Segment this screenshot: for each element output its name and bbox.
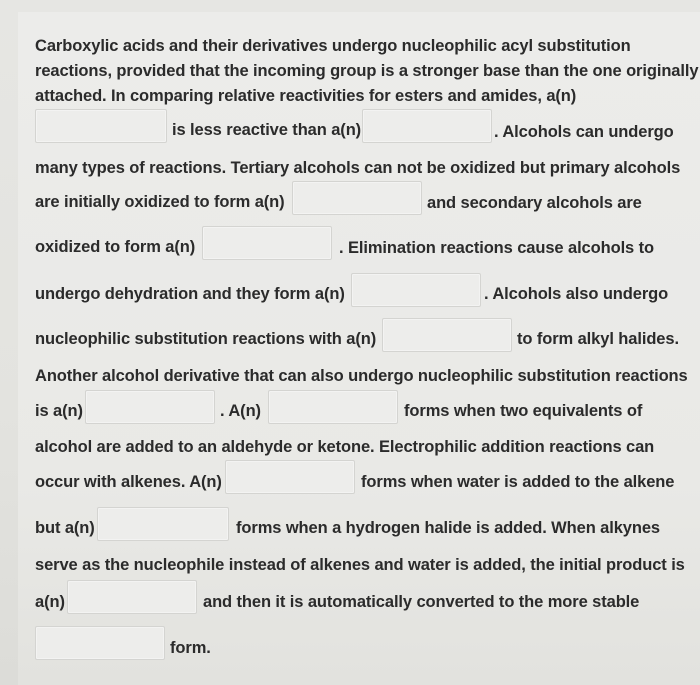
- question-text: a(n): [35, 593, 65, 611]
- answer-blank-8[interactable]: [268, 390, 398, 424]
- question-text-line: attached. In comparing relative reactivities for esters and amides, a(n): [35, 87, 577, 105]
- question-text: is a(n): [35, 402, 83, 420]
- answer-blank-11[interactable]: [67, 580, 197, 614]
- question-text: . Alcohols also undergo: [484, 285, 669, 303]
- answer-blank-12[interactable]: [35, 626, 165, 660]
- answer-blank-2[interactable]: [362, 109, 492, 143]
- answer-blank-7[interactable]: [85, 390, 215, 424]
- question-text: to form alkyl halides.: [517, 330, 679, 348]
- question-text: but a(n): [35, 519, 95, 537]
- question-text: . A(n): [220, 402, 261, 420]
- question-text: is less reactive than a(n): [172, 121, 362, 139]
- question-text: undergo dehydration and they form a(n): [35, 285, 345, 303]
- question-text: are initially oxidized to form a(n): [35, 193, 285, 211]
- question-text-line: reactions, provided that the incoming group is a stronger base than the one originally: [35, 62, 699, 80]
- question-text: . Elimination reactions cause alcohols to: [339, 239, 654, 257]
- answer-blank-10[interactable]: [97, 507, 229, 541]
- question-text: nucleophilic substitution reactions with a(n): [35, 330, 377, 348]
- answer-blank-5[interactable]: [351, 273, 481, 307]
- question-text: . Alcohols can undergo: [494, 123, 674, 141]
- question-text: forms when a hydrogen halide is added. When alkynes: [236, 519, 660, 537]
- question-text: occur with alkenes. A(n): [35, 473, 222, 491]
- question-text-line: alcohol are added to an aldehyde or ketone. Electrophilic addition reactions can: [35, 438, 655, 456]
- answer-blank-9[interactable]: [225, 460, 355, 494]
- question-text: form.: [170, 639, 211, 657]
- answer-blank-1[interactable]: [35, 109, 167, 143]
- question-text: and then it is automatically converted to the more stable: [203, 593, 640, 611]
- question-text-line: many types of reactions. Tertiary alcohols can not be oxidized but primary alcohols: [35, 159, 681, 177]
- question-text-line: Carboxylic acids and their derivatives undergo nucleophilic acyl substitution: [35, 37, 631, 55]
- question-text: oxidized to form a(n): [35, 238, 196, 256]
- question-text: forms when two equivalents of: [404, 402, 643, 420]
- question-text-line: serve as the nucleophile instead of alkenes and water is added, the initial product is: [35, 556, 685, 574]
- question-text: forms when water is added to the alkene: [361, 473, 675, 491]
- answer-blank-3[interactable]: [292, 181, 422, 215]
- answer-blank-6[interactable]: [382, 318, 512, 352]
- question-text-line: Another alcohol derivative that can also undergo nucleophilic substitution reactions: [35, 367, 688, 385]
- answer-blank-4[interactable]: [202, 226, 332, 260]
- question-text: and secondary alcohols are: [427, 194, 642, 212]
